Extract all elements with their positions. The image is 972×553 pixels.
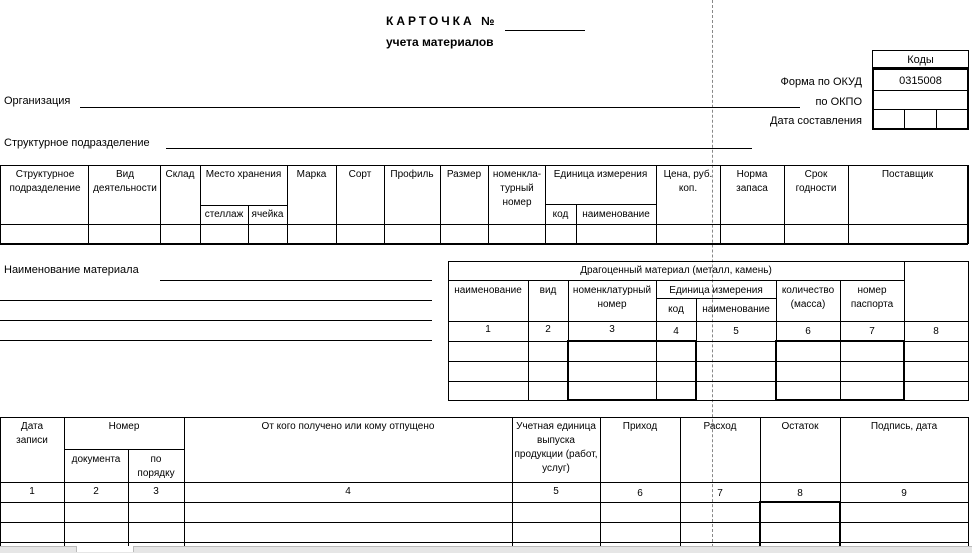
- t2-h-passport: номер паспорта: [850, 285, 894, 310]
- dept-label: Структурное подразделение: [4, 137, 150, 149]
- t2-num: 8: [933, 326, 939, 337]
- t1-h-unit: Единица измерения: [553, 169, 648, 180]
- t2-h-kind: вид: [539, 285, 557, 296]
- t2-h-nomenclature: номенклатурный номер: [572, 285, 652, 310]
- t2-h-unit-code: код: [668, 304, 684, 315]
- t3-col-line: [968, 417, 969, 552]
- t1-h-grade: Сорт: [348, 169, 372, 180]
- t3-h-expense: Расход: [703, 421, 737, 432]
- t2-num: 7: [869, 326, 875, 337]
- t2-title: Драгоценный материал (металл, камень): [580, 265, 772, 276]
- t1-h-storage: Место хранения: [205, 169, 282, 180]
- sheet-tab[interactable]: [76, 546, 134, 552]
- t3-selected-cell[interactable]: [759, 501, 841, 552]
- t3-num: 8: [797, 488, 803, 499]
- t1-top-border: [0, 165, 968, 166]
- t1-h-price: Цена, руб. коп.: [663, 169, 713, 194]
- card-title: КАРТОЧКА №: [386, 14, 498, 28]
- material-line-2: [0, 300, 432, 301]
- codes-row-line-1: [872, 90, 969, 91]
- okpo-label: по ОКПО: [815, 96, 862, 108]
- t1-h-warehouse: Склад: [165, 169, 195, 180]
- t1-h-brand: Марка: [296, 169, 327, 180]
- t1-h-cell: ячейка: [251, 209, 284, 220]
- t2-header-bottom: [448, 321, 968, 322]
- t3-h-doc: документа: [71, 454, 121, 465]
- t3-header-bottom: [0, 482, 968, 483]
- t3-h-date: Дата записи: [16, 421, 48, 446]
- t2-num: 1: [485, 324, 491, 335]
- card-number-line: [505, 30, 585, 31]
- t1-h-activity: Вид деятельности: [93, 169, 157, 194]
- t3-col-line: [600, 417, 601, 552]
- card-subtitle: учета материалов: [386, 35, 494, 49]
- t3-h-unit: Учетная единица выпуска продукции (работ, услуг): [514, 421, 598, 474]
- t3-num: 6: [637, 488, 643, 499]
- codes-label: Коды: [907, 54, 934, 66]
- t1-h-norm: Норма запаса: [736, 169, 768, 194]
- material-line-4: [0, 340, 432, 341]
- t1-h-rack: стеллаж: [204, 209, 244, 220]
- t1-h-unit-name: наименование: [582, 209, 650, 220]
- t3-num: 4: [345, 486, 351, 497]
- codes-row-line-2: [872, 109, 969, 110]
- t3-col-line: [680, 417, 681, 552]
- t1-col-line: [656, 165, 657, 244]
- t2-num: 3: [609, 324, 615, 335]
- t2-h-name: наименование: [454, 285, 522, 296]
- t3-h-order: по порядку: [137, 454, 175, 479]
- material-name-label: Наименование материала: [4, 264, 139, 276]
- t2-col-line: [968, 261, 969, 401]
- t3-h-signature: Подпись, дата: [870, 421, 938, 432]
- t1-col-line: [488, 165, 489, 244]
- t1-col-line: [0, 165, 1, 244]
- t2-num: 6: [805, 326, 811, 337]
- t2-num: 4: [673, 326, 679, 337]
- t1-h-struct: Структурное подразделение: [9, 169, 81, 194]
- t1-col-line: [784, 165, 785, 244]
- codes-date-divider-2: [936, 109, 937, 130]
- t2-title-bottom: [448, 280, 904, 281]
- t2-num: 2: [545, 324, 551, 335]
- okud-code: 0315008: [899, 75, 942, 87]
- t3-num: 9: [901, 488, 907, 499]
- dept-underline: [166, 148, 752, 149]
- codes-header-cell: [872, 50, 969, 68]
- t1-h-size: Размер: [446, 169, 482, 180]
- material-line-3: [0, 320, 432, 321]
- t1-h-unit-code: код: [552, 209, 569, 220]
- t1-col-line: [720, 165, 721, 244]
- t3-num: 3: [153, 486, 159, 497]
- t3-num: 5: [553, 486, 559, 497]
- t3-num: 2: [93, 486, 99, 497]
- t3-num: 7: [717, 488, 723, 499]
- org-label: Организация: [4, 95, 71, 107]
- t1-col-line: [88, 165, 89, 244]
- t1-h-shelf: Срок годности: [795, 169, 837, 194]
- t1-h-nomenclature: номенкла-турный номер: [492, 169, 542, 208]
- t3-num: 1: [29, 486, 35, 497]
- t1-h-supplier: Поставщик: [881, 169, 934, 180]
- t2-top-border: [448, 261, 968, 262]
- t1-bottom-border: [0, 243, 968, 245]
- t3-h-from-to: От кого получено или кому отпущено: [261, 421, 435, 432]
- t2-unit-subline: [656, 298, 776, 299]
- t1-h-profile: Профиль: [390, 169, 434, 180]
- t2-num: 5: [733, 326, 739, 337]
- t3-h-balance: Остаток: [781, 421, 819, 432]
- t2-h-unit: Единица измерения: [669, 285, 763, 296]
- org-underline: [80, 107, 800, 108]
- t3-col-line: [128, 449, 129, 552]
- t2-thick-box-right: [775, 340, 905, 401]
- t2-h-qty: количество (масса): [781, 285, 835, 310]
- t1-col-line: [967, 165, 969, 244]
- t3-number-subline: [64, 449, 184, 450]
- t3-h-income: Приход: [622, 421, 658, 432]
- t2-thick-box-left: [567, 340, 697, 401]
- okud-label: Форма по ОКУД: [780, 76, 862, 88]
- date-label: Дата составления: [770, 115, 862, 127]
- material-line-1: [160, 280, 432, 281]
- t1-header-bottom: [0, 224, 968, 225]
- t3-h-number: Номер: [108, 421, 140, 432]
- t3-top-border: [0, 417, 968, 418]
- t2-col-line: [528, 280, 529, 401]
- codes-date-divider-1: [904, 109, 905, 130]
- t2-h-unit-name: наименование: [702, 304, 770, 315]
- t1-unit-subline: [545, 204, 656, 205]
- t1-storage-subline: [200, 205, 287, 206]
